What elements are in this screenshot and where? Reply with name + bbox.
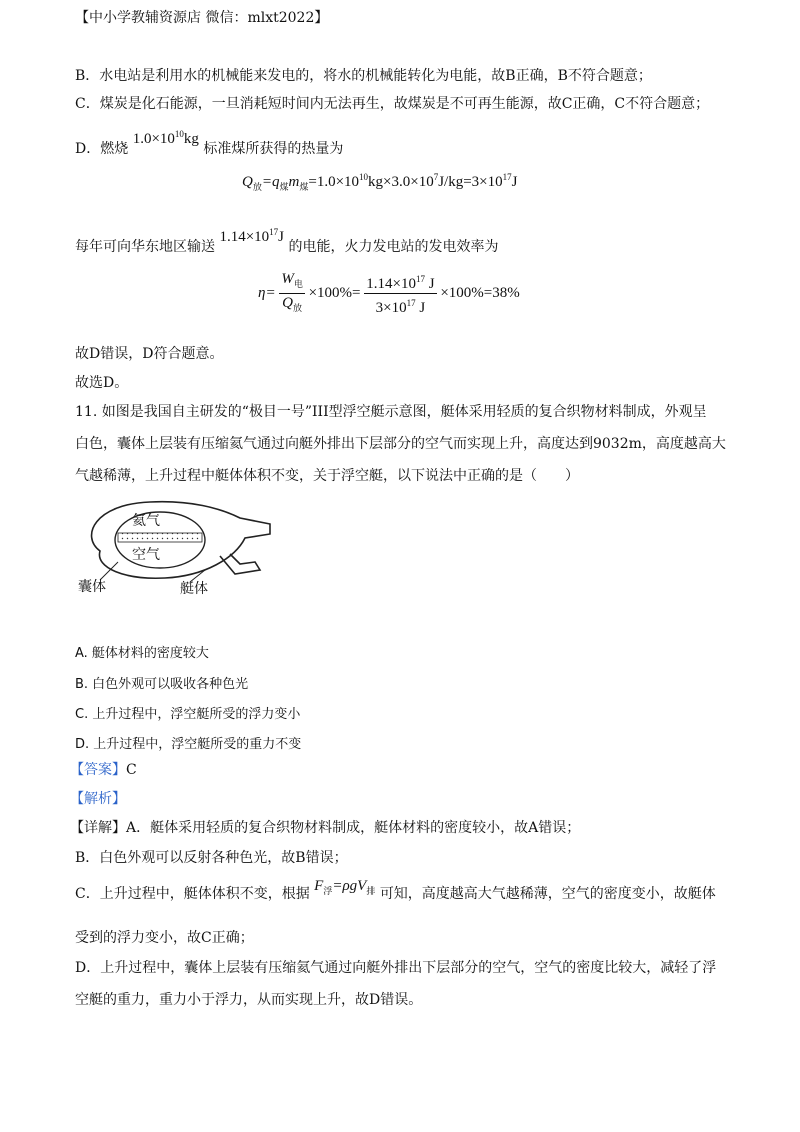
fraction-w-over-q: $\frac{W_电}{Q_放}$: [281, 271, 303, 313]
analysis-tag: 【解析】: [70, 791, 126, 807]
fraction-values: $\frac{1.14\times 10^{17} J}{3\times 10^{17} J}$: [364, 270, 436, 317]
airship-figure: [70, 496, 290, 606]
detail-line-c2: 受到的浮力变小，故C正确；: [75, 930, 254, 946]
explain-line-c: C．煤炭是化石能源，一旦消耗短时间内无法再生，故煤炭是不可再生能源，故C正确，C不符合题意；: [75, 96, 710, 112]
label-bag: 囊体: [78, 579, 106, 595]
detail-line-b: B．白色外观可以反射各种色光，故B错误；: [75, 850, 348, 866]
tail-fin: [220, 554, 260, 574]
detail-line-d1: D．上升过程中，囊体上层装有压缩氦气通过向艇外排出下层部分的空气，空气的密度比较大，减轻了浮: [75, 960, 717, 976]
detail-line-d2: 空艇的重力，重力小于浮力，从而实现上升，故D错误。: [75, 992, 423, 1008]
question-11-line-3: 气越稀薄，上升过程中艇体体积不变，关于浮空艇，以下说法中正确的是（ ）: [75, 468, 579, 484]
equation-heat: $Q_放=q_煤m_煤=1.0\times 10^{10}kg\times 3.0\times 10^7J/kg=3\times 10^{17}J$: [242, 172, 518, 192]
option-b: B. 白色外观可以吸收各种色光: [75, 677, 249, 692]
explain-line-f: 故D错误，D符合题意。: [75, 346, 224, 362]
detail-line-a: 【详解】A．艇体采用轻质的复合织物材料制成，艇体材料的密度较小，故A错误；: [70, 820, 581, 836]
label-helium: 氦气: [132, 513, 160, 529]
label-air: 空气: [132, 547, 160, 563]
page-header: 【中小学教辅资源店 微信：mlxt2022】: [75, 10, 329, 26]
explain-line-b: B．水电站是利用水的机械能来发电的，将水的机械能转化为电能，故B正确，B不符合题意；: [75, 68, 652, 84]
explain-line-g: 故选D。: [75, 375, 129, 391]
detail-line-c: C．上升过程中，艇体体积不变，根据 $F_浮=\rho gV_排$ 可知，高度越高大气越稀薄，空气的密度变小，故艇体: [75, 878, 716, 902]
explain-line-e: 每年可向华东地区输送 $1.14\times 10^{17}J$ 的电能，火力发电站的发电效率为: [75, 227, 499, 255]
answer-line: [70, 760, 137, 780]
explain-line-d: D．燃烧 $1.0\times 10^{10}kg$ 标准煤所获得的热量为: [75, 129, 344, 157]
equation-efficiency: η= $\frac{W_电}{Q_放}$ ×100%= $\frac{1.14\times 10^{17} J}{3\times 10^{17} J}$ ×100%=38%: [258, 271, 520, 316]
option-d: D. 上升过程中，浮空艇所受的重力不变: [75, 737, 302, 752]
separator-membrane: [118, 533, 202, 542]
option-c: C. 上升过程中，浮空艇所受的浮力变小: [75, 707, 301, 722]
question-11-line-2: 白色，囊体上层装有压缩氦气通过向艇外排出下层部分的空气而实现上升，高度达到9032m，高度越高大: [75, 436, 726, 452]
option-a: A. 艇体材料的密度较大: [75, 646, 209, 661]
answer-value: C: [126, 762, 137, 778]
label-hull: 艇体: [180, 581, 208, 597]
question-11-line-1: 11. 如图是我国自主研发的“极目一号”III型浮空艇示意图，艇体采用轻质的复合织物材料制成，外观呈: [75, 404, 707, 420]
answer-tag: 【答案】: [70, 762, 126, 778]
